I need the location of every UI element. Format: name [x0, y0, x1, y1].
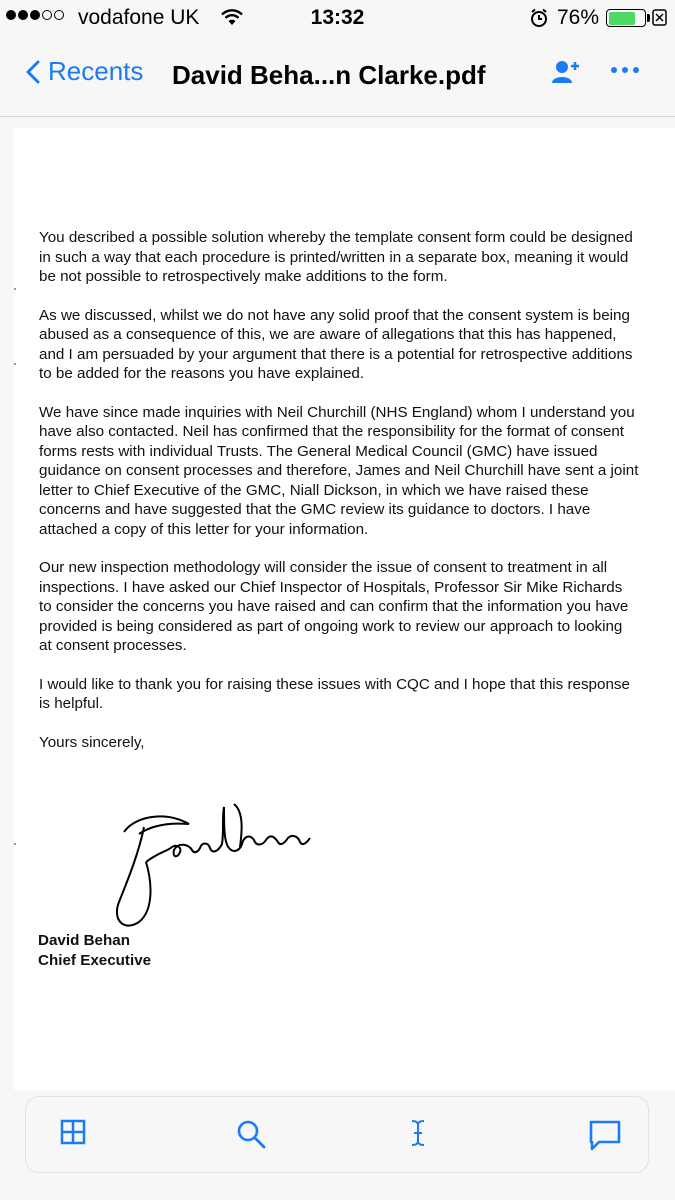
battery-percentage: 76%: [557, 6, 600, 29]
navigation-bar: [0, 38, 675, 117]
letter-paragraph: As we discussed, whilst we do not have any solid proof that the consent system is being abused as a consequence of this, we are aware of allegations that this has happened, and I am persuaded by your argument that there is a potential for retrospective additions to be added for the reasons you have explained.: [39, 306, 633, 382]
alarm-clock-icon: [530, 8, 548, 28]
scan-speck: [14, 363, 16, 365]
search-icon[interactable]: [236, 1119, 266, 1149]
clock: 13:32: [310, 6, 365, 29]
document-title: David Beha...n Clarke.pdf: [172, 60, 486, 90]
text-cursor-icon[interactable]: [410, 1119, 426, 1147]
more-options-icon[interactable]: [610, 66, 640, 74]
letter-paragraph: I would like to thank you for raising these issues with CQC and I hope that this response is helpful.: [39, 675, 630, 712]
back-button[interactable]: [26, 56, 143, 87]
letter-body: [39, 228, 639, 771]
letter-paragraph: You described a possible solution whereby the template consent form could be designed in such a way that each procedure is printed/written in a separate box, meaning it would be not possible to retrospectively make additions to the form.: [39, 229, 633, 285]
bottom-toolbar: [25, 1096, 649, 1173]
scan-speck: [14, 288, 16, 290]
signer-name: David Behan: [38, 932, 130, 949]
thumbnails-icon[interactable]: [60, 1119, 86, 1145]
chevron-left-icon: [26, 60, 40, 84]
battery-icon: [606, 9, 646, 27]
pdf-page[interactable]: [14, 128, 675, 1090]
signer-title: Chief Executive: [38, 952, 152, 969]
letter-paragraph: Our new inspection methodology will consider the issue of consent to treatment in all inspections. I have asked our Chief Inspector of Hospitals, Professor Sir Mike Richards to consider the concerns you have raised and can confirm that the information you have provided is being considered as part of ongoing work to review our approach to looking at consent processes.: [39, 559, 629, 654]
add-person-icon[interactable]: [551, 58, 583, 86]
scan-speck: [14, 843, 16, 845]
charging-icon: [652, 7, 668, 29]
comment-icon[interactable]: [588, 1119, 622, 1151]
letter-paragraph: We have since made inquiries with Neil Churchill (NHS England) whom I understand you have also contacted. Neil has confirmed that the responsibility for the format of consent forms rests with individual Trusts. The General Medical Council (GMC) have issued guidance on consent processes and therefore, James and Neil Churchill have sent a joint letter to Chief Executive of the GMC, Niall Dickson, in which we have raised these concerns and have suggested that the GMC review its guidance to doctors. I have attached a copy of this letter for your information.: [39, 403, 639, 538]
carrier-name: vodafone UK: [78, 6, 200, 29]
status-bar: [0, 0, 675, 38]
back-button-label: Recents: [48, 56, 144, 86]
handwritten-signature: [94, 792, 354, 932]
closing-salutation: Yours sincerely,: [39, 733, 145, 751]
